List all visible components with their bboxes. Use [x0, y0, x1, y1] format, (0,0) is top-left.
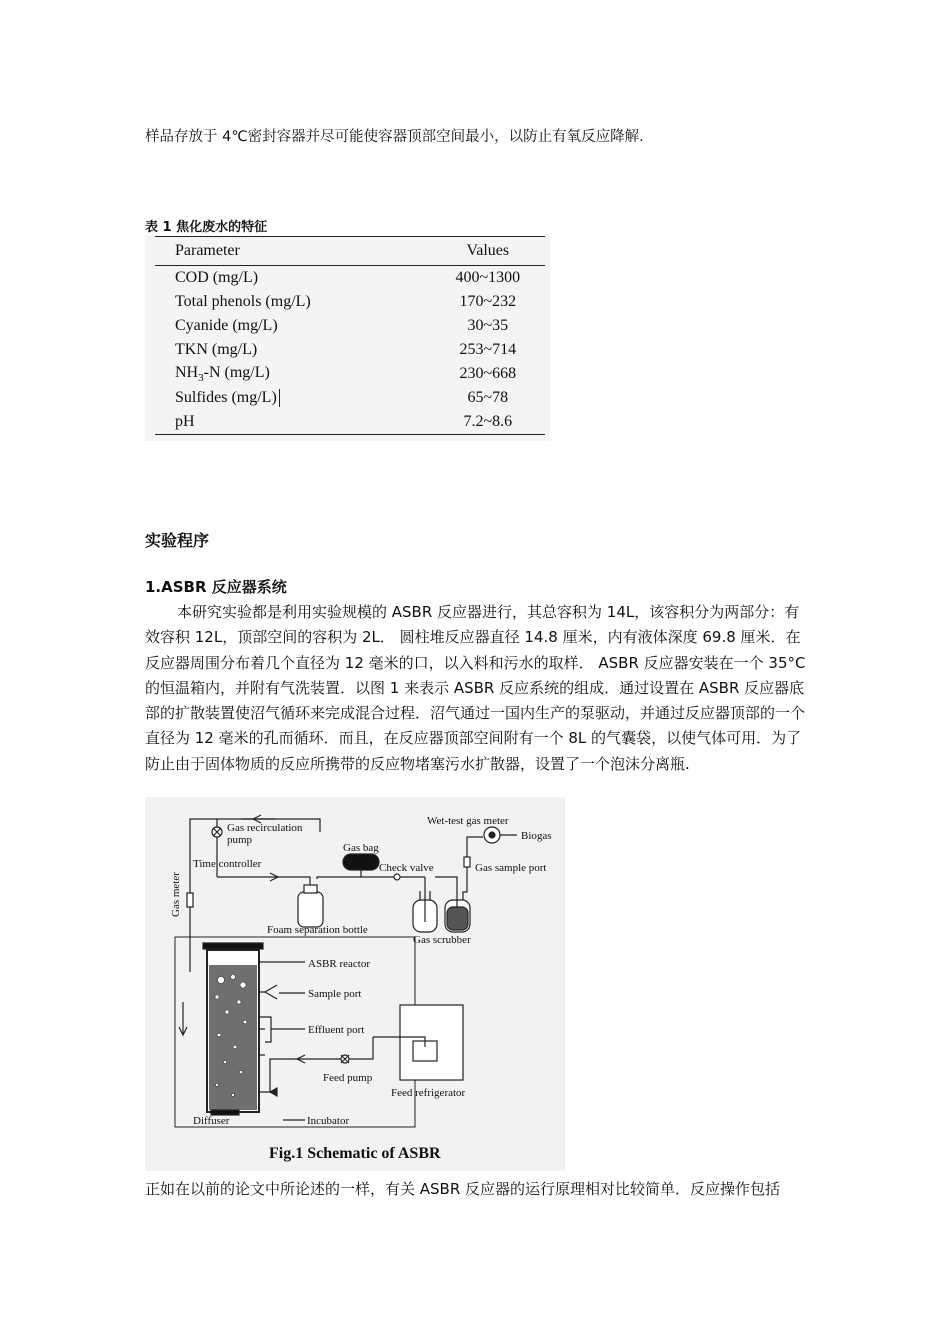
param-cell: pH [155, 410, 431, 435]
label-gas-recirculation: Gas recirculation [227, 822, 303, 834]
value-cell: 253~714 [459, 341, 517, 358]
value-cell: 400~1300 [455, 269, 521, 286]
parameter-table [155, 236, 545, 435]
value-cell: 65~78 [467, 389, 509, 406]
gas-sample-port-icon [464, 857, 470, 867]
sample-port-icon [265, 985, 277, 999]
param-cell: Cyanide (mg/L) [175, 317, 278, 334]
foam-separation-bottle [298, 892, 323, 927]
param-subscript: 3 [198, 372, 204, 385]
text-cursor [279, 389, 280, 407]
label-gas-sample-port: Gas sample port [475, 862, 547, 874]
figure-caption: Fig.1 Schematic of ASBR [269, 1145, 441, 1162]
label-gas-bag: Gas bag [343, 842, 379, 854]
asbr-schematic-diagram [145, 797, 565, 1171]
effluent-bracket [265, 1017, 271, 1042]
section-title: 实验程序 [145, 531, 210, 550]
param-cell: COD (mg/L) [175, 269, 259, 286]
parameter-table-image [145, 236, 550, 441]
table-caption: 表 1 焦化废水的特征 [145, 220, 268, 235]
label-feed-pump: Feed pump [323, 1072, 373, 1084]
gas-line-to-scrubber [317, 877, 425, 879]
param-suffix: -N (mg/L) [203, 363, 270, 381]
label-sample-port: Sample port [308, 988, 362, 1000]
feed-valve-icon [270, 1088, 277, 1096]
label-pump: pump [227, 834, 253, 846]
body-paragraph: 本研究实验都是利用实验规模的 ASBR 反应器进行，其总容积为 14L，该容积分为两部分：有效容积 12L，顶部空间的容积为 2L． 圆柱堆反应器直径 14.8 厘米，内有液体深度 69.8 厘米．在反应器周围分布着几个直径为 12 毫米的口，以入料和污水的取样． ASBR 反应器安装在一个 35°C 的恒温箱内，并附有气洗装置．以图 1 来表示 ASBR 反应系统的组成．通过设置在 ASBR 反应器底部的扩散装置使沼气循环来完成混合过程．沼气通过一国内生产的泵驱动，并通过反应器顶部的一个直径为 12 毫米的孔而循环．而且，在反应器顶部空间附有一个 8L 的气囊袋，以使气体可用．为了防止由于固体物质的反应所携带的反应物堵塞污水扩散器，设置了一个泡沫分离瓶. [145, 603, 806, 773]
scrubber-fill [447, 907, 468, 930]
gas-meter-icon [187, 893, 193, 907]
label-biogas: Biogas [521, 830, 552, 842]
intro-line: 样品存放于 4℃密封容器并尽可能使容器顶部空间最小，以防止有氧反应降解. [145, 129, 644, 145]
param-prefix: NH [175, 363, 199, 381]
table-row [155, 266, 545, 291]
param-cell [155, 362, 431, 386]
label-asbr-reactor: ASBR reactor [308, 958, 371, 970]
table-row [155, 290, 545, 314]
reactor-liquid [209, 965, 257, 1110]
value-cell: 7.2~8.6 [431, 410, 545, 435]
gas-line-to-bottle [217, 877, 310, 887]
check-valve-icon [394, 874, 400, 880]
table-header-row [155, 237, 545, 266]
bottle-cap [304, 885, 317, 893]
subsection-title: 1.ASBR 反应器系统 [145, 578, 287, 596]
table-row [155, 386, 545, 410]
value-cell: 30~35 [467, 317, 509, 334]
closing-line: 正如在以前的论文中所论述的一样，有关 ASBR 反应器的运行原理相对比较简单．反应操作包括 [145, 1180, 781, 1198]
asbr-schematic-figure [145, 797, 565, 1171]
label-check-valve: Check valve [379, 862, 434, 874]
label-incubator: Incubator [307, 1115, 350, 1127]
table-row [155, 338, 545, 362]
param-cell [155, 386, 431, 410]
table-row [155, 410, 545, 435]
label-time-controller: Time controller [193, 858, 262, 870]
line-to-gas-meter [467, 837, 483, 857]
table-row [155, 362, 545, 386]
label-wet-test-gas-meter: Wet-test gas meter [427, 815, 509, 827]
label-diffuser: Diffuser [193, 1115, 230, 1127]
param-text: Sulfides (mg/L) [175, 388, 277, 406]
gas-bag [343, 854, 379, 870]
value-cell: 170~232 [459, 293, 517, 310]
gas-meter-center [489, 832, 495, 838]
param-cell: Total phenols (mg/L) [175, 293, 311, 310]
table-row [155, 314, 545, 338]
label-gas-meter: Gas meter [170, 872, 182, 917]
param-cell: TKN (mg/L) [175, 341, 258, 358]
label-foam-separation-bottle: Foam separation bottle [267, 924, 368, 936]
header-values: Values [431, 237, 545, 266]
label-gas-scrubber: Gas scrubber [413, 934, 471, 946]
label-effluent-port: Effluent port [308, 1024, 365, 1036]
value-cell: 230~668 [459, 365, 517, 382]
header-parameter: Parameter [155, 237, 431, 266]
label-feed-refrigerator: Feed refrigerator [391, 1087, 466, 1099]
reactor-lid [203, 943, 263, 949]
